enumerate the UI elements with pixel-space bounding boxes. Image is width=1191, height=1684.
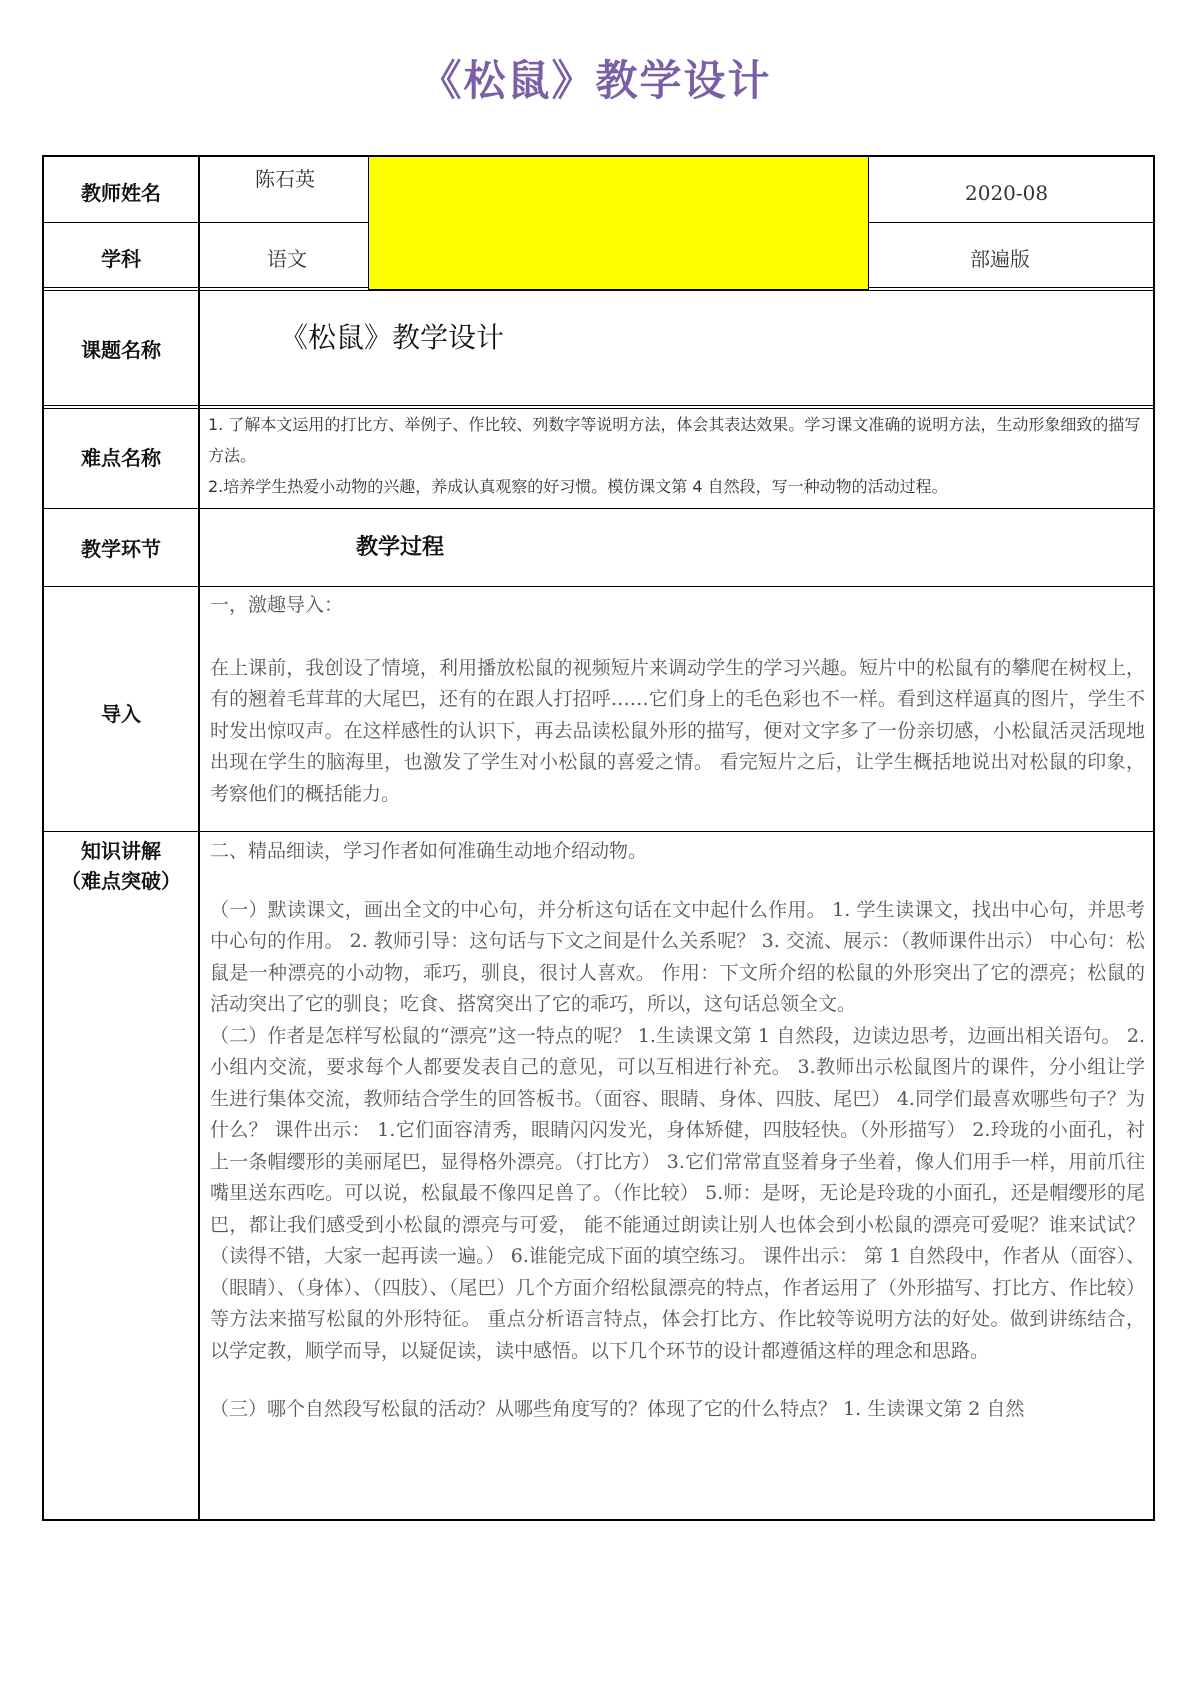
difficulty-item-2: 2.培养学生热爱小动物的兴趣，养成认真观察的好习惯。模仿课文第 4 自然段，写一种动物的活动过程。 bbox=[208, 477, 948, 496]
difficulty-item-1: 1. 了解本文运用的打比方、举例子、作比较、列数字等说明方法，体会其表达效果。学习课文准确的说明方法，生动形象细致的描写方法。 bbox=[208, 415, 1141, 465]
knowledge-content bbox=[210, 836, 1145, 1426]
subject-label: 学科 bbox=[101, 247, 141, 271]
topic-label: 课题名称 bbox=[81, 338, 161, 362]
intro-body: 在上课前，我创设了情境，利用播放松鼠的视频短片来调动学生的学习兴趣。短片中的松鼠有的攀爬在树杈上，有的翘着毛茸茸的大尾巴，还有的在跟人打招呼……它们身上的毛色彩也不一样。看到这样逼真的图片，学生不时发出惊叹声。在这样感性的认识下，再去品读松鼠外形的描写，便对文字多了一份亲切感，小松鼠活灵活现地出现在学生的脑海里，也激发了学生对小松鼠的喜爱之情。 看完短片之后，让学生概括地说出对松鼠的印象，考察他们的概括能力。 bbox=[210, 656, 1145, 805]
intro-label: 导入 bbox=[101, 702, 141, 726]
column-divider bbox=[198, 155, 200, 1521]
difficulty-content bbox=[208, 409, 1153, 502]
knowledge-heading: 二、精品细读，学习作者如何准确生动地介绍动物。 bbox=[210, 840, 648, 862]
difficulty-label: 难点名称 bbox=[81, 446, 161, 470]
knowledge-label-line1: 知识讲解 bbox=[81, 839, 161, 863]
subject-value: 语文 bbox=[267, 247, 307, 271]
knowledge-para-2: （二）作者是怎样写松鼠的“漂亮”这一特点的呢？ 1.生读课文第 1 自然段，边读边思考，边画出相关语句。 2.小组内交流，要求每个人都要发表自己的意见，可以互相进行补充。 3.教师出示松鼠图片的课件，分小组让学生进行集体交流，教师结合学生的回答板书。（面容、眼睛、身体、四肢、尾巴） 4.同学们最喜欢哪些句子？为什么？ 课件出示： 1.它们面容清秀，眼睛闪闪发光，身体矫健，四肢轻快。（外形描写） 2.玲珑的小面孔，衬上一条帽缨形的美丽尾巴，显得格外漂亮。（打比方） 3.它们常常直竖着身子坐着，像人们用手一样，用前爪往嘴里送东西吃。可以说，松鼠最不像四足兽了。（作比较） 5.师：是呀，无论是玲珑的小面孔，还是帽缨形的尾巴，都让我们感受到小松鼠的漂亮与可爱， 能不能通过朗读让别人也体会到小松鼠的漂亮可爱呢？谁来试试？（读得不错，大家一起再读一遍。） 6.谁能完成下面的填空练习。 课件出示： 第 1 自然段中，作者从（面容）、（眼睛）、（身体）、（四肢）、（尾巴）几个方面介绍松鼠漂亮的特点，作者运用了（外形描写、打比方、作比较）等方法来描写松鼠的外形特征。 重点分析语言特点，体会打比方、作比较等说明方法的好处。做到讲练结合，以学定教，顺学而导，以疑促读，读中感悟。以下几个环节的设计都遵循这样的理念和思路。 bbox=[210, 1024, 1145, 1362]
process-stage-label: 教学环节 bbox=[81, 537, 161, 561]
knowledge-label bbox=[44, 836, 198, 896]
row-divider bbox=[42, 586, 1155, 587]
intro-heading: 一，激趣导入： bbox=[210, 594, 344, 616]
topic-value: 《松鼠》教学设计 bbox=[280, 321, 505, 354]
intro-content bbox=[210, 590, 1145, 810]
document-title: 《松鼠》教学设计 bbox=[419, 56, 772, 105]
knowledge-para-1: （一）默读课文，画出全文的中心句，并分析这句话在文中起什么作用。 1. 学生读课文，找出中心句，并思考中心句的作用。 2. 教师引导：这句话与下文之间是什么关系呢？ 3. 交流、展示：（教师课件出示） 中心句：松鼠是一种漂亮的小动物，乖巧，驯良，很讨人喜欢。 作用：下文所介绍的松鼠的外形突出了它的漂亮；松鼠的活动突出了它的驯良；吃食、搭窝突出了它的乖巧，所以，这句话总领全文。 bbox=[210, 898, 1145, 1015]
teacher-name-label: 教师姓名 bbox=[81, 181, 161, 205]
knowledge-label-line2: （难点突破） bbox=[61, 869, 181, 893]
redaction-highlight bbox=[368, 156, 869, 290]
row-divider bbox=[42, 508, 1155, 509]
row-divider bbox=[42, 831, 1155, 832]
teacher-name-value: 陈石英 bbox=[255, 167, 315, 191]
process-header: 教学过程 bbox=[356, 535, 445, 560]
date-value: 2020-08 bbox=[965, 181, 1049, 205]
knowledge-para-3: （三）哪个自然段写松鼠的活动？从哪些角度写的？体现了它的什么特点？ 1. 生读课文第 2 自然 bbox=[210, 1398, 1025, 1420]
edition-value: 部遍版 bbox=[970, 247, 1030, 271]
